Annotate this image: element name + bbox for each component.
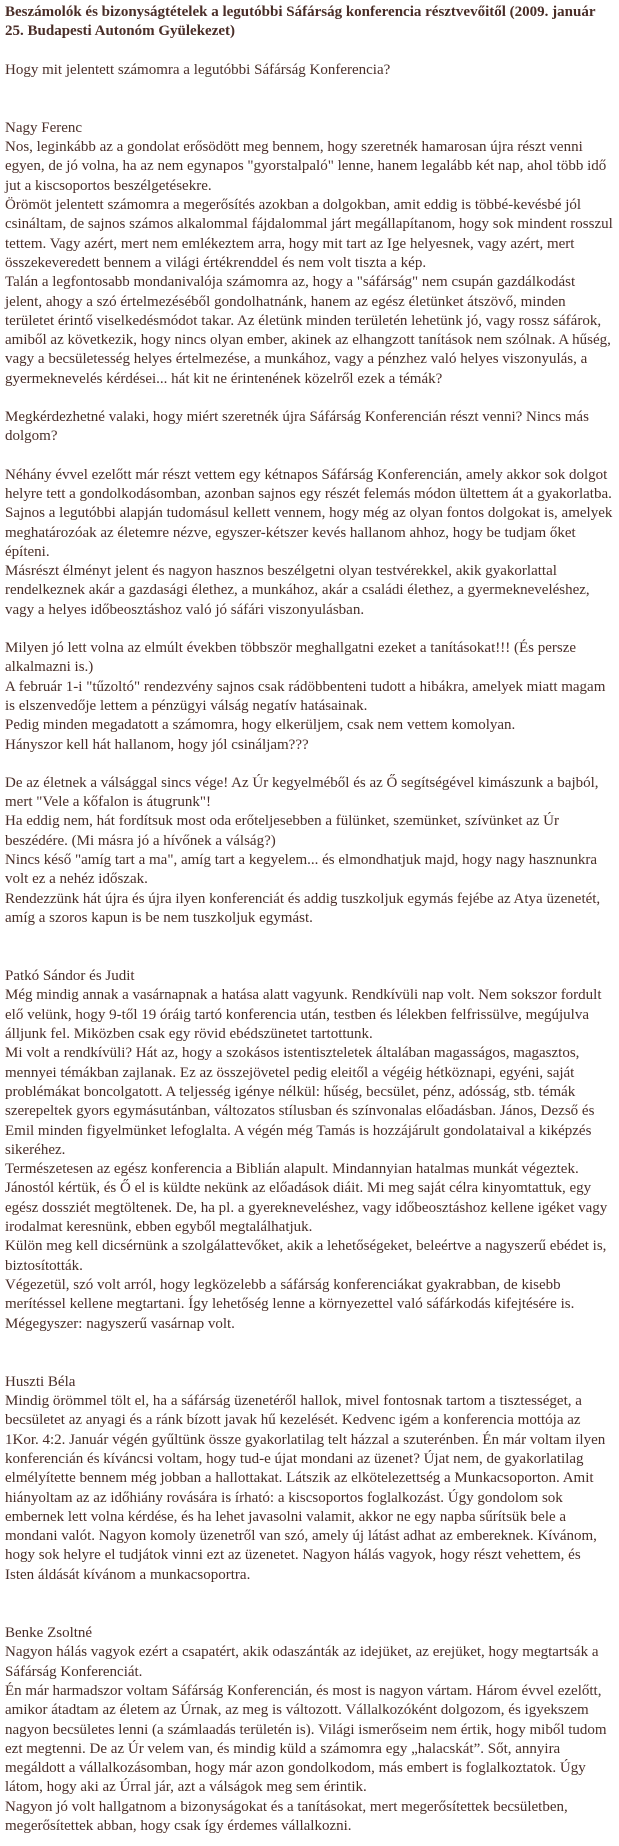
paragraph: Nincs késő "amíg tart a ma", amíg tart a kegyelem... és elmondhatjuk majd, hogy nagy hasznunkra volt ez a nehéz időszak.	[5, 851, 598, 888]
author-name: Nagy Ferenc	[5, 119, 83, 136]
paragraph: Mindig örömmel tölt el, ha a sáfárság üzenetéről hallok, mivel fontosnak tartom a tisztességet, a becsületet az anyagi és a ránk bízott javak hű kezelését. Kedvenc igém a konferencia mottója az 1Kor. 4:2. Január végén gyűltünk össze gyakorlatilag telt házzal a szuterénben. Én már voltam ilyen konferencián és kíváncsi voltam, hogy tud-e újat mondani az üzenet? Újat nem, de gyakorlatilag elmélyítette bennem még jobban a hallottakat. Látszik az elkötelezettség a Munkacsoporton. Amit hiányoltam az az időhiány rovására is írható: a kiscsoportos foglalkozást. Úgy gondolom sok embernek lett volna kérdése, és ha lehet javasolni valamit, akkor ne egy napba sűrítsük bele a mondani valót. Nagyon komoly üzenetről van szó, amely új látást adhat az embereknek. Kívánom, hogy sok helyre el tudjátok vinni ezt az üzenetet. Nagyon hálás vagyok, hogy részt vehettem, és Isten áldását kívánom a munkacsoportra.	[5, 1393, 606, 1583]
testimony-section-huszti-bela	[5, 1373, 613, 1585]
paragraph: Néhány évvel ezelőtt már részt vettem egy kétnapos Sáfárság Konferencián, amely akkor sok dolgot helyre tett a gondolkodásomban, azonban sajnos egy részét felemás módon ültettem át a gyakorlatba. Sajnos a legutóbbi alapján tudomásul kellett vennem, hogy még az olyan fontos dolgokat is, amelyek meghatározóak az életemre nézve, egyszer-kétszer kevés hallanom ahhoz, hogy be tudjam őket építeni.	[5, 466, 613, 560]
paragraph: Természetesen az egész konferencia a Biblián alapult. Mindannyian hatalmas munkát végeztek.	[5, 1161, 579, 1178]
paragraph: Végezetül, szó volt arról, hogy legközelebb a sáfárság konferenciákat gyakrabban, de kisebb merítéssel kellene megtartani. Így lehetőség lenne a környezettel való sáfárkodás kifejtésére is.	[5, 1276, 575, 1313]
paragraph: Jánostól kértük, és Ő el is küldte nekünk az előadások diáit. Mi meg saját célra kinyomtattuk, egy egész dossziét megtöltenek. De, ha pl. a gyerekneveléshez, vagy időbeosztáshoz kellene igéket vagy irodalmat keresnünk, ebben egyből megtalálhatjuk.	[5, 1180, 608, 1236]
paragraph: De az életnek a válsággal sincs vége! Az Úr kegyelméből és az Ő segítségével kimászunk a bajból, mert "Vele a kőfalon is átugrunk"!	[5, 774, 599, 811]
paragraph: Mégegyszer: nagyszerű vasárnap volt.	[5, 1315, 235, 1332]
author-name: Patkó Sándor és Judit	[5, 968, 135, 985]
paragraph: Nagyon jó volt hallgatnom a bizonyságokat és a tanításokat, mert megerősítettek becsületben, megerősítettek abban, hogy csak így érdemes vállalkozni.	[5, 1798, 568, 1835]
paragraph: Megkérdezhetné valaki, hogy miért szeretnék újra Sáfárság Konferencián részt venni? Nincs más dolgom?	[5, 409, 589, 445]
testimony-section-benke-zsoltne	[5, 1624, 613, 1836]
paragraph: Ha eddig nem, hát fordítsuk most oda erőteljesebben a fülünket, szemünket, szívünket az Úr beszédére. (Mi másra jó a hívőnek a válság?)	[5, 813, 560, 849]
paragraph: A február 1-i "tűzoltó" rendezvény sajnos csak rádöbbenteni tudott a hibákra, amelyek miatt magam is elszenvedője lettem a pénzügyi válság negatív hatásainak.	[5, 678, 606, 714]
paragraph: Külön meg kell dicsérnünk a szolgálattevőket, akik a lehetőségeket, beleértve a nagyszerű ebédet is, biztosították.	[5, 1238, 607, 1274]
paragraph: Nos, leginkább az a gondolat erősödött meg bennem, hogy szeretnék hamarosan újra részt venni egyen, de jó volna, ha az nem egynapos "gyorstalpaló" lenne, hanem legalább két nap, ahol több idő jut a kiscsoportos beszélgetésekre.	[5, 139, 607, 194]
paragraph: Milyen jó lett volna az elmúlt években többször meghallgatni ezeket a tanításokat!!! (És persze alkalmazni is.)	[5, 640, 577, 676]
paragraph: Rendezzünk hát újra és újra ilyen konferenciát és addig tuszkoljuk egymás fejébe az Atya üzenetét, amíg a szoros kapun is be nem tuszkoljuk egymást.	[5, 890, 601, 926]
paragraph: Én már harmadszor voltam Sáfárság Konferencián, és most is nagyon vártam. Három évvel ezelőtt, amikor átadtam az életem az Úrnak, az meg is változott. Vállalkozóként dolgozom, és igyekszem nagyon becsületes lenni (a számlaadás területén is). Világi ismerőseim nem értik, hogy miből tudom ezt megtenni. De az Úr velem van, és mindig küld a számomra egy „halacskát”. Sőt, annyira megáldott a vállalkozásomban, hogy már azon gondolkodom, más embert is foglalkoztatok. Úgy látom, hogy aki az Úrral jár, azt a válságok meg sem érintik.	[5, 1682, 607, 1796]
paragraph: Örömöt jelentett számomra a megerősítés azokban a dolgokban, amit eddig is többé-kevésbé jól csináltam, de sajnos számos alkalommal fájdalommal járt megállapítanom, hogy sok mindent rosszul tettem. Vagy azért, mert nem emlékeztem arra, hogy mit tart az Ige helyesnek, vagy azért, mert összekeveredett bennem a világi értékrenddel és nem volt tiszta a kép.	[5, 197, 613, 271]
paragraph: Mi volt a rendkívüli? Hát az, hogy a szokásos istentiszteletek általában magasságos, magasztos, mennyei témákban zajlanak. Ez az összejövetel pedig eleitől a végéig hétköznapi, egyéni, saját problémákat boncolgatott. A teljesség igénye nélkül: hűség, becsület, pénz, adósság, stb. témák szerepeltek gyors egymásutánban, változatos stílusban és színvonalas előadásban. János, Dezső és Emil minden figyelmünket lefoglalta. A végén még Tamás is hozzájárult gondolataival a kiképzés sikeréhez.	[5, 1045, 595, 1158]
paragraph: Talán a legfontosabb mondanivalója számomra az, hogy a "sáfárság" nem csupán gazdálkodást jelent, ahogy a szó értelmezéséből gondolhatnánk, hanem az egész életünket átszövő, minden területet érintő viselkedésmódot takar. Az életünk minden területén lehetünk jó, vagy rossz sáfárok, amiből az következik, hogy nincs olyan ember, akinek az elhangzott tanítások nem szólnak. A hűség, vagy a becsületesség helyes értelmezése, a munkához, vagy a pénzhez való helyes viszonyulás, a gyermeknevelés kérdései... hát kit ne érintenének közelről ezek a témák?	[5, 274, 611, 387]
author-name: Benke Zsoltné	[5, 1625, 93, 1642]
paragraph: Másrészt élményt jelent és nagyon hasznos beszélgetni olyan testvérekkel, akik gyakorlattal rendelkeznek akár a gazdasági élethez, a munkához, akár a családi élethez, a gyermekneveléshez, vagy a helyes időbeosztáshoz való jó sáfári viszonyulásban.	[5, 563, 590, 618]
document-title: Beszámolók és bizonyságtételek a legutóbbi Sáfárság konferencia résztvevőitől (2009. január 25. Budapesti Autonóm Gyülekezet)	[5, 4, 596, 40]
paragraph: Még mindig annak a vasárnapnak a hatása alatt vagyunk. Rendkívüli nap volt. Nem sokszor fordult elő velünk, hogy 9-től 19 óráig tartó konferencia után, testben és lélekben felfrissülve, megújulva álljunk fel. Miközben csak egy rövid ebédszünetet tartottunk.	[5, 987, 602, 1043]
testimony-section-nagy-ferenc	[5, 119, 613, 928]
paragraph: Hányszor kell hát hallanom, hogy jól csináljam???	[5, 736, 309, 753]
paragraph: Pedig minden megadatott a számomra, hogy elkerüljem, csak nem vettem komolyan.	[5, 717, 516, 734]
intro-question: Hogy mit jelentett számomra a legutóbbi Sáfárság Konferencia?	[5, 61, 391, 78]
author-name: Huszti Béla	[5, 1373, 76, 1390]
testimony-section-patko-sandor-es-judit	[5, 967, 613, 1334]
paragraph: Nagyon hálás vagyok ezért a csapatért, akik odaszánták az idejüket, az erejüket, hogy megtartsák a Sáfárság Konferenciát.	[5, 1644, 599, 1680]
